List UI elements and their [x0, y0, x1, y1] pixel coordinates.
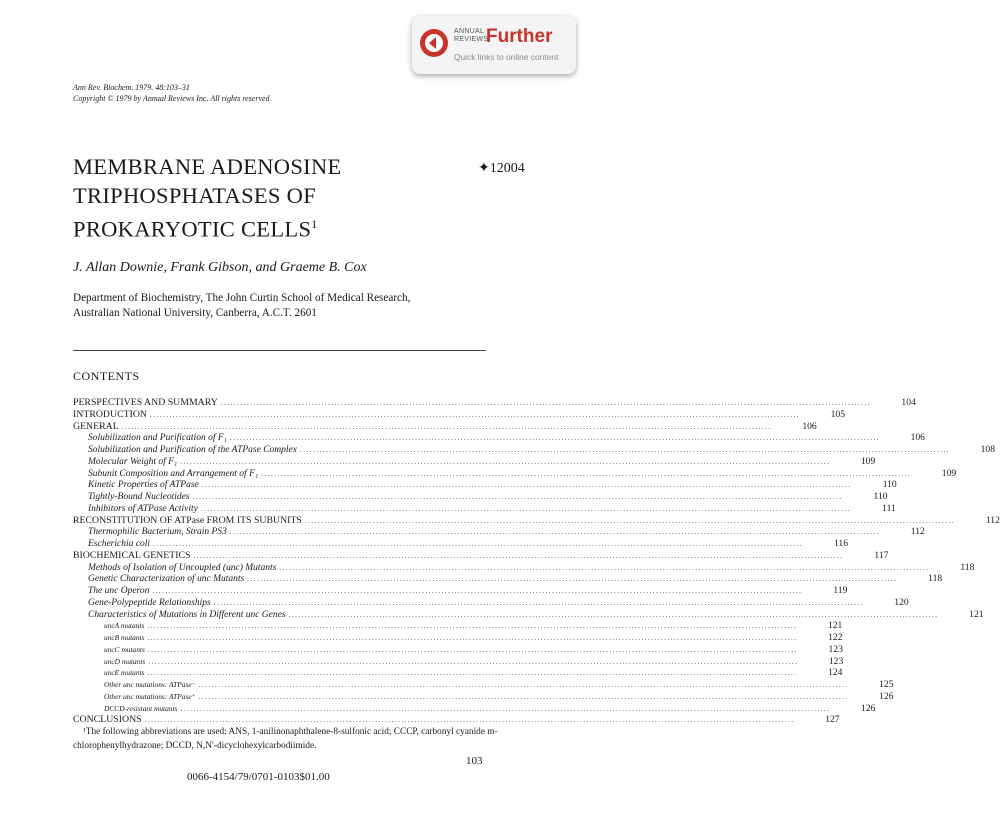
- toc-entry[interactable]: [73, 573, 943, 585]
- toc-leader-dots: ........................................................................................................................................................................................................: [180, 457, 831, 466]
- toc-entry-label: GENERAL: [73, 420, 119, 432]
- toc-entry-page: 123: [828, 655, 844, 667]
- article-title: MEMBRANE ADENOSINE TRIPHOSPHATASES OF PROKARYOTIC CELLS$^1$: [73, 154, 342, 242]
- toc-entry[interactable]: [73, 620, 843, 632]
- toc-entry[interactable]: [73, 596, 909, 609]
- toc-entry-label: Thermophilic Bacterium, Strain PS3: [88, 527, 227, 538]
- annual-reviews-logo-icon: [419, 28, 449, 58]
- toc-entry-label: RECONSTITUTION OF ATPase FROM ITS SUBUNITS: [73, 514, 302, 526]
- toc-entry-page: 111: [882, 502, 896, 514]
- toc-leader-dots: ........................................................................................................................................................................................................: [144, 716, 795, 725]
- page-number: 103: [466, 755, 483, 767]
- toc-leader-dots: ........................................................................................................................................................................................................: [152, 587, 803, 595]
- toc-entry-page: 121: [827, 620, 843, 632]
- toc-leader-dots: ........................................................................................................................................................................................................: [192, 493, 843, 501]
- toc-leader-dots: ........................................................................................................................................................................................................: [193, 551, 844, 560]
- toc-leader-dots: ........................................................................................................................................................................................................: [153, 540, 803, 548]
- toc-entry[interactable]: [73, 702, 876, 715]
- toc-leader-dots: ........................................................................................................................................................................................................: [247, 575, 898, 584]
- toc-leader-dots: ........................................................................................................................................................................................................: [304, 516, 955, 525]
- toc-entry-page: 118: [960, 561, 975, 573]
- toc-entry[interactable]: [73, 455, 876, 468]
- toc-entry-label: uncE mutants: [104, 668, 145, 678]
- toc-leader-dots: ........................................................................................................................................................................................................: [150, 410, 801, 419]
- toc-leader-dots: ........................................................................................................................................................................................................: [279, 563, 930, 572]
- toc-entry[interactable]: [73, 432, 925, 444]
- toc-entry[interactable]: [73, 467, 957, 480]
- toc-entry-page: 122: [828, 632, 843, 643]
- toc-entry-page: 116: [833, 538, 848, 549]
- toc-entry-page: 110: [882, 479, 897, 491]
- table-of-contents: [73, 397, 1000, 726]
- toc-entry-page: 123: [828, 643, 843, 655]
- toc-entry-page: 125: [879, 679, 894, 690]
- toc-entry-label: Characteristics of Mutations in Different unc Genes: [88, 609, 286, 620]
- toc-entry-label: Tightly-Bound Nucleotides: [88, 492, 190, 502]
- toc-leader-dots: ........................................................................................................................................................................................................: [147, 669, 798, 678]
- toc-entry-label: PERSPECTIVES AND SUMMARY: [73, 397, 218, 408]
- toc-entry-page: 124: [828, 667, 843, 679]
- toc-leader-dots: ........................................................................................................................................................................................................: [121, 422, 772, 431]
- toc-entry-label: Methods of Isolation of Uncoupled (unc) Mutants: [88, 562, 277, 573]
- toc-leader-dots: ........................................................................................................................................................................................................: [148, 657, 799, 666]
- toc-entry-page: 119: [833, 585, 848, 596]
- toc-entry[interactable]: [73, 643, 843, 656]
- toc-leader-dots: ........................................................................................................................................................................................................: [261, 469, 912, 478]
- toc-entry-label: uncB mutants: [104, 633, 145, 642]
- toc-entry[interactable]: [73, 444, 995, 456]
- toc-entry-page: 127: [825, 714, 840, 726]
- toc-entry-label: Escherichia coli: [88, 539, 150, 549]
- toc-entry-label: Solubilization and Purification of the ATPase Complex: [88, 445, 297, 455]
- divider: [73, 350, 486, 351]
- toc-entry[interactable]: [73, 679, 894, 691]
- toc-leader-dots: ........................................................................................................................................................................................................: [213, 598, 864, 607]
- toc-entry-label: uncC mutants: [104, 644, 145, 654]
- toc-entry-page: 120: [894, 596, 909, 608]
- toc-entry-label: Genetic Characterization of unc Mutants: [88, 574, 245, 585]
- toc-entry-page: 126: [861, 702, 876, 714]
- badge-tagline: Quick links to online content: [454, 52, 559, 62]
- toc-entry-label: Gene-Polypeptide Relationships: [88, 597, 211, 608]
- toc-entry[interactable]: [73, 655, 844, 668]
- toc-leader-dots: ........................................................................................................................................................................................................: [180, 704, 831, 713]
- authors: J. Allan Downie, Frank Gibson, and Graeme B. Cox: [73, 260, 367, 275]
- toc-entry[interactable]: [73, 667, 843, 679]
- toc-entry-label: Subunit Composition and Arrangement of F₁: [88, 468, 259, 479]
- toc-leader-dots: ........................................................................................................................................................................................................: [220, 399, 871, 407]
- citation-line: Ann Rev. Biochem. 1979. 48:103–31: [73, 83, 190, 92]
- toc-entry-page: 126: [879, 690, 894, 702]
- toc-entry[interactable]: [73, 526, 925, 538]
- toc-entry-label: CONCLUSIONS: [73, 714, 142, 726]
- article-code: ✦12004: [478, 161, 525, 176]
- toc-leader-dots: ........................................................................................................................................................................................................: [229, 528, 880, 537]
- toc-leader-dots: ........................................................................................................................................................................................................: [198, 681, 849, 689]
- toc-entry-page: 121: [969, 608, 984, 620]
- toc-entry[interactable]: [73, 561, 975, 574]
- toc-entry[interactable]: [73, 690, 894, 703]
- badge-further-label: Further: [486, 26, 553, 47]
- footnote: ¹The following abbreviations are used: ANS, 1-anilinonaphthalene-8-sulfonic acid; CCCP, carbonyl cyanide m-chlorophenylhydrazone; DCCD, N,N′-dicyclohexylcarbodiimide.: [73, 727, 498, 751]
- toc-entry-label: The unc Operon: [88, 586, 150, 596]
- toc-leader-dots: ........................................................................................................................................................................................................: [200, 504, 851, 513]
- toc-leader-dots: ........................................................................................................................................................................................................: [201, 481, 852, 490]
- toc-entry-page: 118: [928, 573, 943, 585]
- toc-leader-dots: ........................................................................................................................................................................................................: [147, 634, 798, 642]
- toc-entry-page: 105: [830, 408, 846, 420]
- toc-entry-label: BIOCHEMICAL GENETICS: [73, 549, 191, 561]
- contents-heading: CONTENTS: [73, 369, 140, 383]
- toc-leader-dots: ........................................................................................................................................................................................................: [147, 645, 798, 654]
- toc-entry-page: 109: [860, 455, 876, 467]
- toc-entry[interactable]: [73, 514, 1000, 527]
- toc-entry-page: 109: [941, 467, 957, 479]
- toc-entry-label: DCCD-resistant mutants: [104, 703, 178, 713]
- toc-entry-label: uncA mutants: [104, 621, 145, 631]
- toc-entry[interactable]: [73, 632, 843, 644]
- toc-entry-label: Molecular Weight of F₁: [88, 456, 178, 467]
- toc-entry-label: INTRODUCTION: [73, 408, 148, 420]
- toc-leader-dots: ........................................................................................................................................................................................................: [198, 692, 849, 701]
- toc-entry[interactable]: [73, 538, 848, 550]
- toc-entry[interactable]: [73, 608, 984, 621]
- toc-entry-page: 112: [985, 514, 1000, 526]
- toc-entry[interactable]: [73, 408, 846, 421]
- journal-citation: [73, 82, 270, 104]
- affiliation: Department of Biochemistry, The John Curtin School of Medical Research, Australian National University, Canberra, A.C.T. 2601: [73, 292, 411, 319]
- toc-entry-page: 117: [874, 549, 889, 561]
- toc-entry-label: Other unc mutations: ATPase⁺: [104, 691, 196, 701]
- toc-entry-label: Inhibitors of ATPase Activity: [88, 503, 198, 514]
- toc-leader-dots: ........................................................................................................................................................................................................: [229, 434, 880, 443]
- toc-entry-page: 112: [910, 526, 925, 538]
- toc-entry-label: Other unc mutations: ATPase⁻: [104, 680, 196, 689]
- toc-entry-label: Solubilization and Purification of F₁: [88, 433, 227, 444]
- title-footnote-mark: 1: [311, 217, 318, 231]
- toc-entry[interactable]: [73, 491, 888, 503]
- toc-entry-label: Kinetic Properties of ATPase: [88, 480, 199, 491]
- toc-entry-page: 106: [910, 432, 925, 444]
- toc-entry-page: 106: [802, 420, 817, 432]
- issn-line: 0066-4154/79/0701-0103$01.00: [187, 771, 330, 783]
- toc-entry-page: 108: [980, 444, 995, 455]
- toc-entry-page: 104: [901, 397, 916, 408]
- toc-entry-label: uncD mutants: [104, 656, 146, 666]
- toc-leader-dots: ........................................................................................................................................................................................................: [300, 446, 950, 454]
- toc-entry-page: 110: [873, 491, 888, 502]
- toc-entry[interactable]: [73, 479, 897, 491]
- toc-entry[interactable]: [73, 420, 817, 433]
- toc-entry[interactable]: [73, 585, 848, 597]
- toc-leader-dots: ........................................................................................................................................................................................................: [147, 622, 798, 631]
- toc-entry[interactable]: [73, 502, 896, 515]
- badge-publisher-label: ANNUAL REVIEWS: [454, 28, 489, 43]
- toc-leader-dots: ........................................................................................................................................................................................................: [288, 610, 939, 619]
- copyright-line: Copyright © 1979 by Annual Reviews Inc. All rights reserved: [73, 94, 270, 103]
- toc-entry[interactable]: [73, 397, 916, 409]
- toc-entry[interactable]: [73, 549, 889, 562]
- annual-reviews-further-badge[interactable]: [412, 16, 576, 74]
